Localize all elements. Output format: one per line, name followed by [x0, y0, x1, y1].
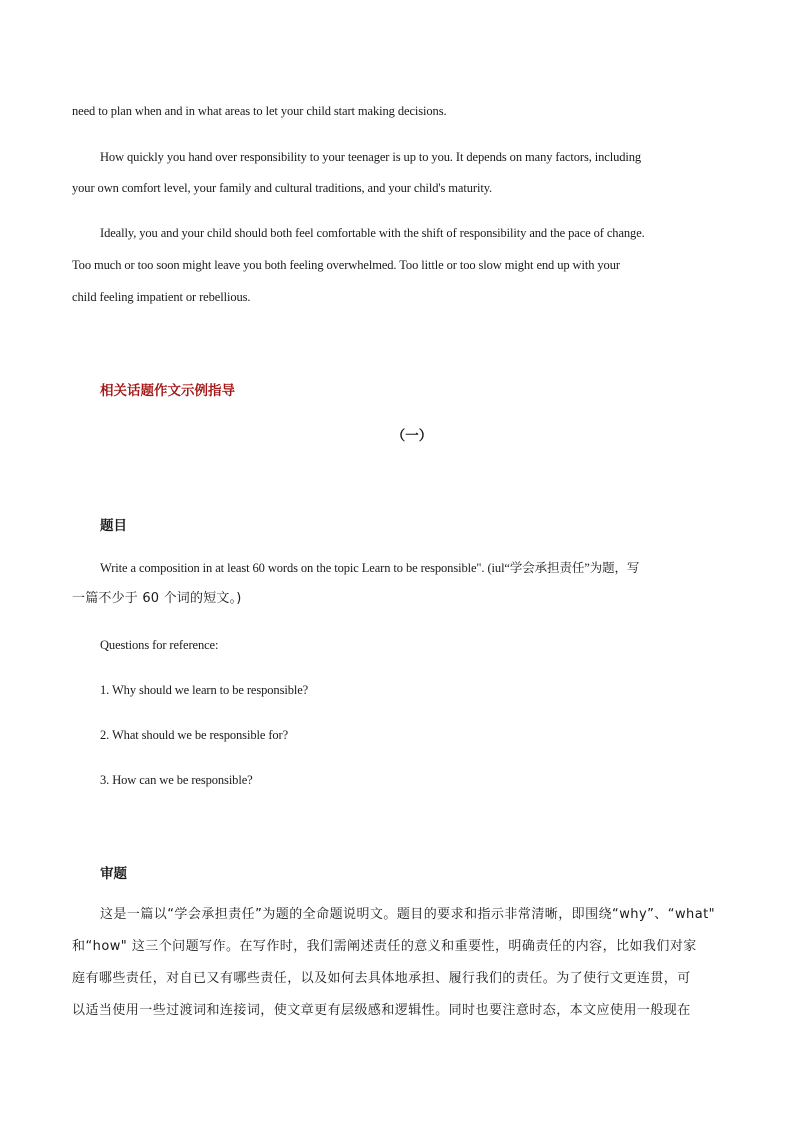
topic-line: Write a composition in at least 60 words on the topic Learn to be responsible". (iul“学会承担责任”为题，写: [100, 561, 640, 575]
analysis-line: 和“how" 这三个问题写作。在写作时，我们需阐述责任的意义和重要性，明确责任的内容，比如我们对家: [72, 939, 697, 954]
question-item: 3. How can we be responsible?: [100, 773, 253, 787]
passage-line: need to plan when and in what areas to let your child start making decisions.: [72, 104, 447, 118]
section-number: （一）: [391, 428, 433, 444]
analysis-line: 这是一篇以“学会承担责任”为题的全命题说明文。题目的要求和指示非常清晰，即围绕“why”、“what": [100, 907, 716, 922]
passage-paragraph-line: Too much or too soon might leave you both feeling overwhelmed. Too little or too slow might end up with your: [72, 258, 620, 272]
topic-heading: 题目: [100, 518, 127, 534]
passage-paragraph-line: child feeling impatient or rebellious.: [72, 290, 251, 304]
question-item: 1. Why should we learn to be responsible?: [100, 683, 309, 697]
passage-paragraph-line: How quickly you hand over responsibility to your teenager is up to you. It depends on many factors, including: [100, 150, 642, 164]
questions-label: Questions for reference:: [100, 638, 219, 652]
analysis-line: 以适当使用一些过渡词和连接词，使文章更有层级感和逻辑性。同时也要注意时态，本文应使用一般现在: [72, 1003, 691, 1018]
section-title: 相关话题作文示例指导: [100, 383, 235, 399]
topic-line: 一篇不少于 60 个词的短文。): [72, 591, 242, 606]
analysis-heading: 审题: [100, 866, 127, 882]
passage-paragraph-line: Ideally, you and your child should both feel comfortable with the shift of responsibility and the pace of change.: [100, 226, 645, 240]
question-item: 2. What should we be responsible for?: [100, 728, 289, 742]
analysis-line: 庭有哪些责任，对自已又有哪些责任，以及如何去具体地承担、履行我们的责任。为了使行文更连贯，可: [72, 971, 691, 986]
passage-paragraph-line: your own comfort level, your family and cultural traditions, and your child's maturity.: [72, 181, 493, 195]
